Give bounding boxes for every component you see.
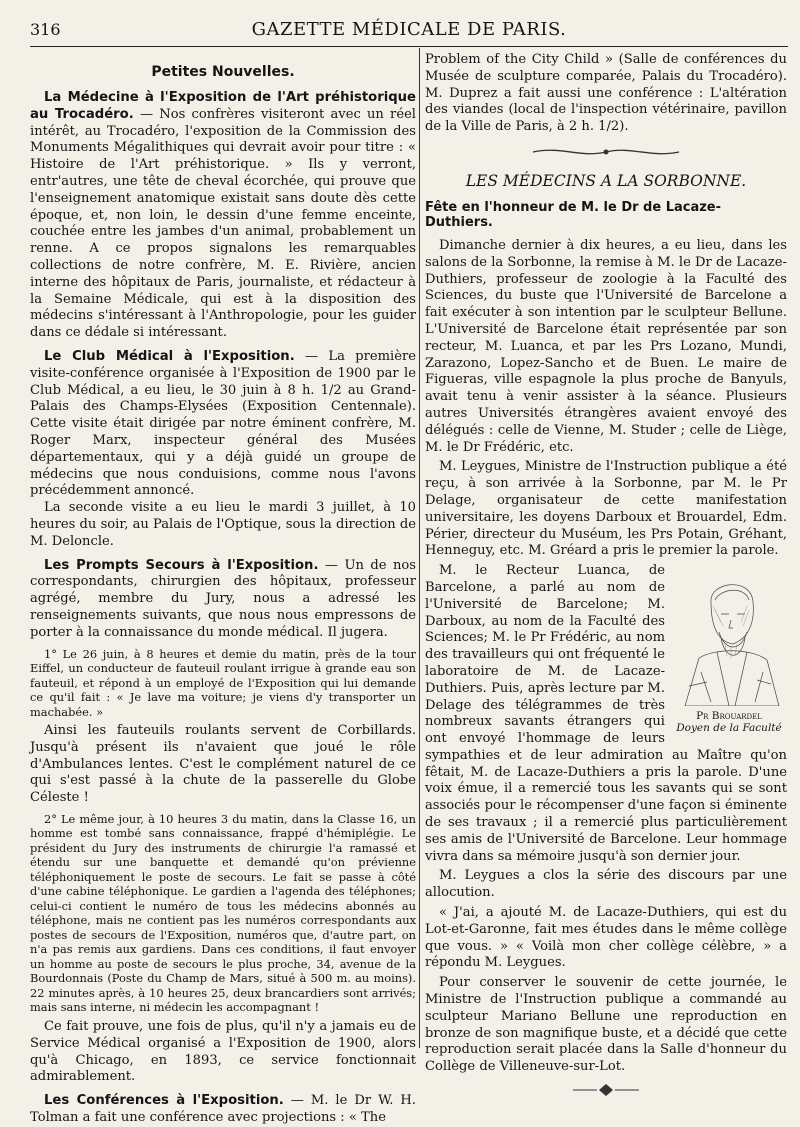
secours-item-1: 1° Le 26 juin, à 8 heures et demie du matin, près de la tour Eiffel, un conducteur de fauteuil roulant irrigue à grande eau son fauteuil, et répond à un employé de l'Exposition qui lui demande ce qu'il fait : « Je lave ma voiture; je viens d'y transporter un machabée. » <box>30 646 416 719</box>
club-title: Le Club Médical à l'Exposition. <box>44 348 295 364</box>
conferences-body: — M. le Dr W. H. Tolman a fait une conférence avec projections : « The <box>30 1093 416 1125</box>
conferences-title: Les Conférences à l'Exposition. <box>44 1093 284 1109</box>
conferences-continued: Problem of the City Child » (Salle de conférences du Musée de sculpture comparée, Palais du Trocadéro). M. Duprez a fait aussi une conférence : L'altération des viandes (local de l'inspection vétérinaire, pavillon de la Ville de Paris, à 2 h. 1/2). <box>425 52 787 135</box>
portrait-figure <box>671 562 787 734</box>
sorbonne-paragraph-4: M. Leygues a clos la série des discours par une allocution. <box>425 868 787 901</box>
art-body: — Nos confrères visiteront avec un réel intérêt, au Trocadéro, l'exposition de la Commission des Monuments Mégalithiques qui devrait avoir pour titre : « Histoire de l'Art préhistorique. » Ils y verront, entr'autres, une tête de cheval écorchée, qui prouve que l'enseignement anatomique existait sans doute dès cette époque, et, non loin, le dessin d'une femme enceinte, couchée entre les jambes d'un animal, probablement un renne. A ce propos signalons les remarquables collections de notre confrère, M. E. Rivière, ancien interne des hôpitaux de Paris, journaliste, et rédacteur à la Semaine Médicale, qui est à la disposition des médecins s'intéressant à l'Anthropologie, pour les guider dans ce dédale si intéressant. <box>30 106 417 341</box>
sorbonne-paragraph-3: M. le Recteur Luanca, de Barcelone, a parlé au nom de l'Université de Barcelone; M. Darboux, au nom de la Faculté des Sciences; M. le Pr Frédéric, au nom des travailleurs qui ont fréquenté le laboratoire de M. de Lacaze-Duthiers. Puis, après lecture par M. Delage des télégrammes de très nombreux savants étrangers qui ont envoyé l'hommage de leurs sympathies et de leur admiration au Maître qu'on fêtait, M. de Lacaze-Duthiers a pris la parole. D'une voix émue, il a remercié tous les savants qui se sont associés pour le récompenser d'une façon si éminente de ses travaux ; il a remercié plus particulièrement ses amis de l'Université de Barcelone. Leur hommage vivra dans sa mémoire jusqu'à son dernier jour. <box>425 563 787 864</box>
art-article <box>30 90 416 342</box>
sorbonne-paragraph-5: « J'ai, a ajouté M. de Lacaze-Duthiers, qui est du Lot-et-Garonne, fait mes études dans le même collège que vous. » « Voilà mon cher collège célèbre, » a répondu M. Leygues. <box>425 905 787 971</box>
conferences-article <box>30 1093 416 1127</box>
journal-title: GAZETTE MÉDICALE DE PARIS. <box>251 19 567 40</box>
secours-body-3: Ainsi les fauteuils roulants servent de Corbillards. Jusqu'à présent ils n'avaient que joué le rôle d'Ambulances lentes. C'est le complément naturel de ce qui s'est passé à la chute de la passerelle du Globe Céleste ! <box>30 723 416 806</box>
running-header <box>30 18 788 47</box>
secours-title: Les Prompts Secours à l'Exposition. <box>44 557 319 573</box>
secours-body-4: Ce fait prouve, une fois de plus, qu'il n'y a jamais eu de Service Médical organisé a l'Exposition de 1900, alors qu'à Chicago, en 1893, ce service fonctionnait admirablement. <box>30 1018 416 1085</box>
column-divider <box>419 48 420 1048</box>
secours-body: — Un de nos correspondants, chirurgien des hôpitaux, professeur agrégé, membre du Jury, nous a adressé les renseignements suivants, que nous nous empressons de porter à la connaissance du monde médical. Il jugera. <box>30 557 416 640</box>
ornamental-divider <box>425 146 787 162</box>
caption-title: Doyen de la Faculté <box>676 722 782 735</box>
sorbonne-paragraph-2: M. Leygues, Ministre de l'Instruction publique a été reçu, à son arrivée à la Sorbonne, par M. le Pr Delage, organisateur de cette manifestation universitaire, les doyens Darboux et Brouardel, Edm. Périer, directeur du Muséum, les Prs Potain, Gréhant, Henneguy, etc. M. Gréard a pris le premier la parole. <box>425 459 787 559</box>
sorbonne-paragraph-1: Dimanche dernier à dix heures, a eu lieu, dans les salons de la Sorbonne, la remise à M. le Dr de Lacaze-Duthiers, professeur de zoologie à la Faculté des Sciences, du buste que l'Université de Barcelone a fait exécuter à son intention par le sculpteur Bellune. L'Université de Barcelone était représentée par son recteur, M. Luanca, et par les Prs Lozano, Mundi, Zarazono, Lopez-Sancho et de Buen. Le maire de Figueras, ville espagnole la plus proche de Banyuls, avait tenu à venir assister à la séance. Plusieurs autres Universités étrangères avaient envoyé des délégués : celle de Vienne, M. Studer ; celle de Liège, M. le Dr Frédéric, etc. <box>425 237 787 455</box>
flourish-ornament <box>531 146 681 158</box>
secours-article <box>30 558 416 642</box>
closing-ornament <box>425 1082 787 1101</box>
secours-item-2: 2° Le même jour, à 10 heures 3 du matin, dans la Classe 16, un homme est tombé sans connaissance, frappé d'hémiplégie. Le président du Jury des instruments de chirurgie l'a ramassé et étendu sur une banquette et demandé qu'on prévienne téléphoniquement le poste de secours. Le fait se passe à côté d'une cabine téléphonique. Le gardien a l'agenda des téléphones; celui-ci contient le numéro de tous les médecins abonnés au téléphone, mais ne contient pas les numéros correspondants aux postes de secours de l'Exposition, numéros que, d'autre part, on n'a pas remis aux gardiens. Dans ces conditions, il faut envoyer un homme au poste de secours le plus proche, 34, avenue de la Bourdonnais (Poste du Champ de Mars, situé à 500 m. au moins). 22 minutes après, à 10 heures 25, deux brancardiers sont arrivés; mais sans interne, ni médecin les accompagnant ! <box>30 811 416 1015</box>
portrait-engraving <box>671 562 787 706</box>
closing-flourish <box>571 1083 641 1097</box>
section-heading: Petites Nouvelles. <box>151 64 295 80</box>
club-body-2: La seconde visite a eu lieu le mardi 3 juillet, à 10 heures du soir, au Palais de l'Optique, sous la direction de M. Deloncle. <box>30 500 416 549</box>
sorbonne-heading: LES MÉDECINS A LA SORBONNE. <box>465 171 747 190</box>
portrait-caption <box>671 710 787 734</box>
page-number: 316 <box>30 20 61 39</box>
caption-name: Pr Brouardel <box>696 710 762 723</box>
club-body: — La première visite-conférence organisée à l'Exposition de 1900 par le Club Médical, a eu lieu, le 30 juin à 8 h. 1/2 au Grand-Palais des Champs-Elysées (Exposition Centennale). Cette visite était dirigée par notre éminent confrère, M. Roger Marx, inspecteur général des Musées départementaux, qui y a déjà guidé un groupe de médecins que nous conduisions, comme nous l'avons précédemment annoncé. <box>30 348 416 499</box>
art-title: La Médecine à l'Exposition de l'Art préhistorique au Trocadéro. <box>30 90 416 122</box>
club-article <box>30 349 416 500</box>
right-column <box>425 52 787 1101</box>
left-column <box>30 52 416 1127</box>
sorbonne-paragraph-6: Pour conserver le souvenir de cette journée, le Ministre de l'Instruction publique a commandé au sculpteur Mariano Bellune une reproduction en bronze de son magnifique buste, et a décidé que cette reproduction serait placée dans la Salle d'honneur du Collège de Villeneuve-sur-Lot. <box>425 975 787 1075</box>
fete-heading: Fête en l'honneur de M. le Dr de Lacaze-Duthiers. <box>425 199 722 230</box>
